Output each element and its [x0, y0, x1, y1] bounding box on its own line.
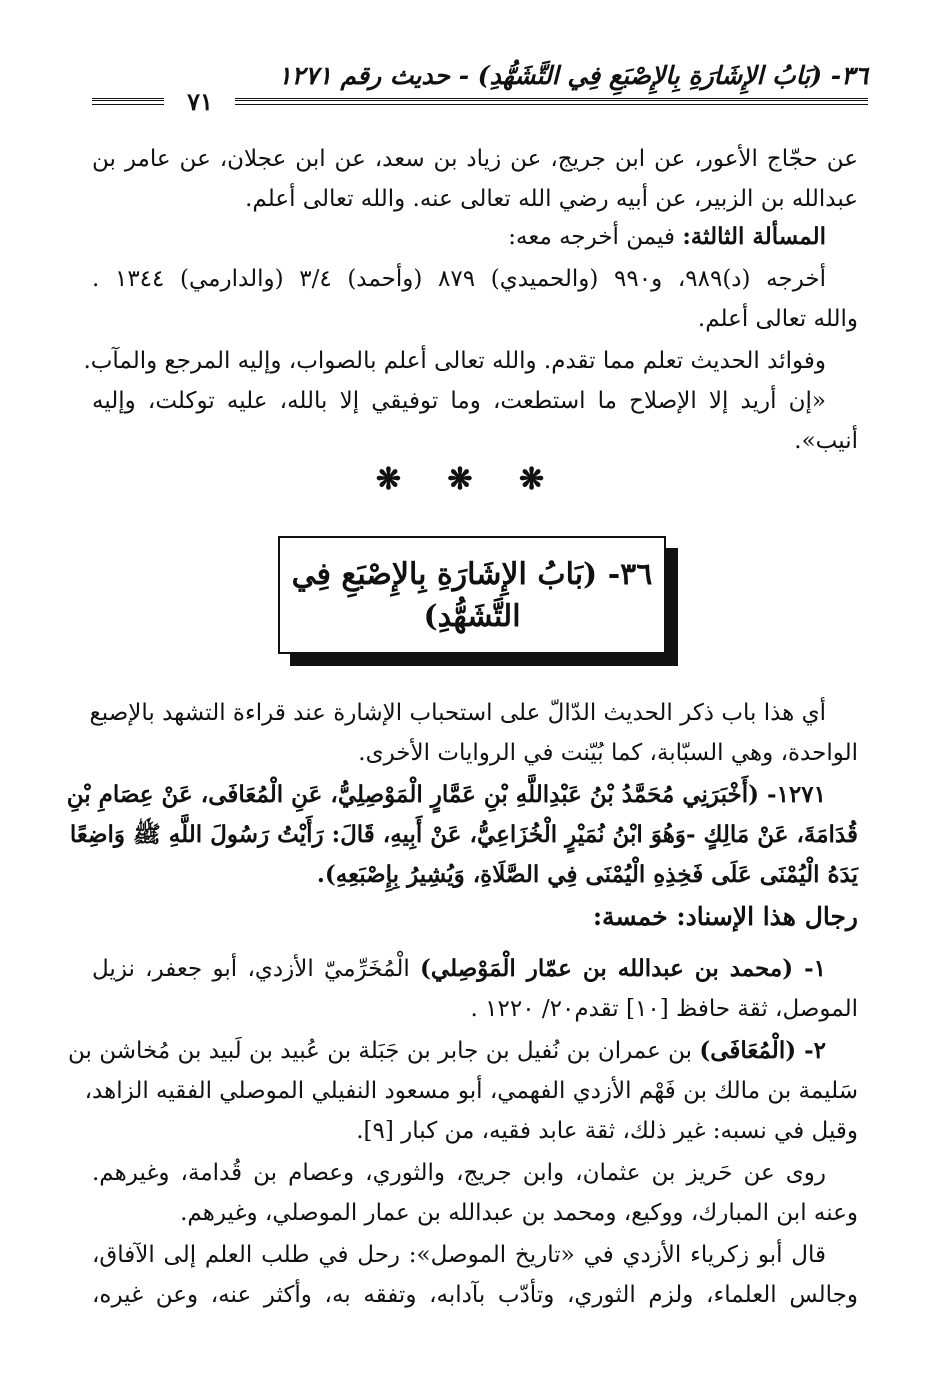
- subsection-heading: رجال هذا الإسناد: خمسة:: [592, 902, 858, 931]
- narrator-name: ٢- (الْمُعَافَى): [699, 1037, 826, 1064]
- running-header: ٣٦- (بَابُ الإِشَارَةِ بِالإِصْبَعِ فِي التَّشَهُّدِ) - حديث رقم ١٢٧١: [278, 61, 868, 90]
- text-line: قال أبو زكرياء الأزدي في «تاريخ الموصل»: رحل في طلب العلم إلى الآفاق،: [92, 1242, 826, 1268]
- narrator-line: [68, 1032, 826, 1070]
- text-line: عبدالله بن الزبير، عن أبيه رضي الله تعالى عنه. والله تعالى أعلم.: [245, 186, 858, 212]
- narrator-desc: الْمُخَرِّميّ الأزدي، أبو جعفر، نزيل: [92, 956, 421, 982]
- text-line: وجالس العلماء، ولزم الثوري، وتأدّب بآدابه، وتفقه به، وأكثر عنه، وعن غيره،: [92, 1282, 858, 1308]
- section-separator: ❋ ❋ ❋: [375, 462, 563, 497]
- text-line: «إن أريد إلا الإصلاح ما استطعت، وما توفيقي إلا بالله، عليه توكلت، وإليه: [92, 388, 826, 414]
- narrator-name: ١- (محمد بن عبدالله بن عمّار الْمَوْصِلي): [420, 955, 826, 982]
- header-rule-short: [92, 98, 164, 105]
- text-line: وقيل في نسبه: غير ذلك، ثقة عابد فقيه، من كبار [٩].: [356, 1118, 858, 1144]
- text-line: أخرجه (د)٩٨٩، و٩٩٠ (والحميدي) ٨٧٩ (وأحمد) ٣/٤ (والدارمي) ١٣٤٤ .: [92, 266, 827, 292]
- text-line: أنيب».: [794, 428, 858, 454]
- hadith-text-line: قُدَامَةَ، عَنْ مَالِكٍ -وَهُوَ ابْنُ نُمَيْرٍ الْخُزَاعِيُّ، عَنْ أَبِيهِ، قَالَ: رَأَيْتُ رَسُولَ اللَّهِ ﷺ وَاضِعًا: [69, 821, 858, 848]
- text-line: [508, 218, 826, 256]
- header-rule: [235, 98, 868, 105]
- text-line: عن حجّاج الأعور، عن ابن جريج، عن زياد بن سعد، عن ابن عجلان، عن عامر بن: [92, 146, 858, 172]
- text-line: الموصل، ثقة حافظ [١٠] تقدم٢٠/ ١٢٢٠ .: [470, 996, 858, 1022]
- text-line: روى عن حَريز بن عثمان، وابن جريج، والثوري، وعصام بن قُدامة، وغيرهم.: [92, 1160, 826, 1186]
- text-line: الواحدة، وهي السبّابة، كما بُيّنت في الروايات الأخرى.: [358, 740, 858, 766]
- chapter-title-line2: التَّشَهُّدِ): [423, 599, 521, 634]
- text-line: وعنه ابن المبارك، ووكيع، ومحمد بن عبدالله بن عمار الموصلي، وغيرهم.: [180, 1200, 858, 1226]
- text-line: أي هذا باب ذكر الحديث الدّالّ على استحباب الإشارة عند قراءة التشهد بالإصبع: [89, 700, 826, 726]
- text-line: وفوائد الحديث تعلم مما تقدم. والله تعالى أعلم بالصواب، وإليه المرجع والمآب.: [83, 348, 826, 374]
- text-line: والله تعالى أعلم.: [697, 306, 858, 332]
- hadith-text-line: يَدَهُ الْيُمْنَى عَلَى فَخِذِهِ الْيُمْنَى فِي الصَّلَاةِ، وَيُشِيرُ بِإِصْبَعِهِ).: [316, 861, 858, 888]
- page-number: ٧١: [187, 87, 213, 116]
- section-label: المسألة الثالثة:: [682, 223, 826, 250]
- chapter-title-box: [278, 536, 666, 654]
- narrator-line: [92, 950, 826, 988]
- narrator-desc: بن عمران بن نُفيل بن جابر بن جَبَلة بن عُبيد بن لَبيد بن مُخاشن بن: [68, 1038, 700, 1064]
- hadith-text-line: ١٢٧١- (أَخْبَرَنِي مُحَمَّدُ بْنُ عَبْدِاللَّهِ بْنِ عَمَّارٍ الْمَوْصِلِيُّ، عَنِ الْمُعَافَى، عَنْ عِصَامِ بْنِ: [66, 781, 826, 808]
- chapter-title-line1: ٣٦- (بَابُ الإِشَارَةِ بِالإِصْبَعِ فِي: [291, 557, 653, 592]
- text-line: سَليمة بن مالك بن فَهْم الأزدي الفهمي، أبو مسعود النفيلي الموصلي الفقيه الزاهد،: [84, 1078, 858, 1104]
- section-text: فيمن أخرجه معه:: [508, 224, 683, 250]
